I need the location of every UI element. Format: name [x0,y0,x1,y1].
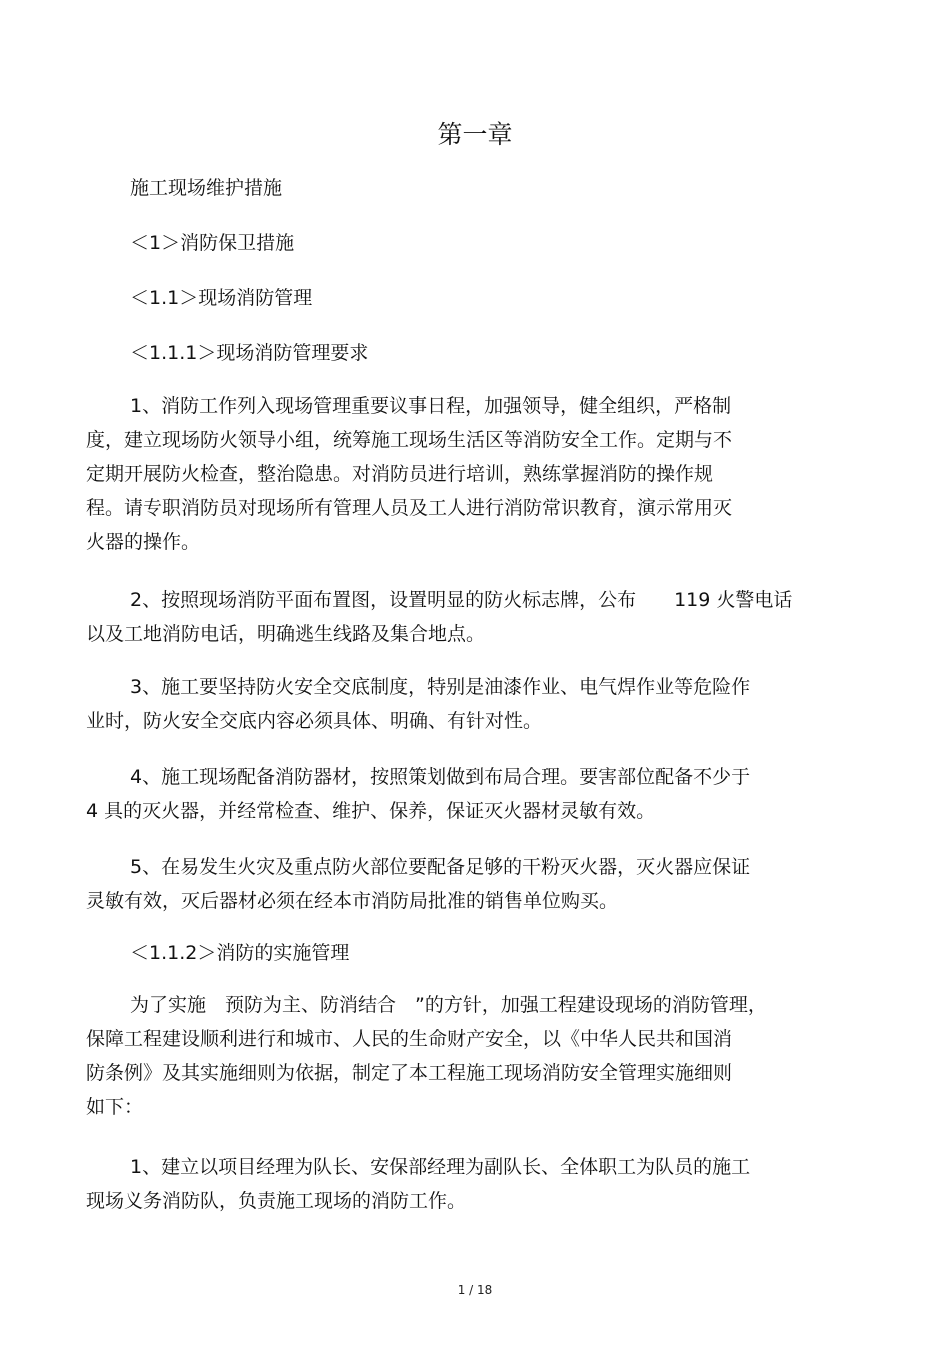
paragraph-line: 火器的操作。 [86,531,201,553]
paragraph-2 [86,583,866,651]
paragraph-3 [86,670,866,738]
paragraph-line: 以及工地消防电话，明确逃生线路及集合地点。 [86,623,486,645]
section-heading-fire-management: ＜1.1＞现场消防管理 [130,287,313,309]
paragraph-4 [86,760,866,828]
paragraph-line: 2、按照现场消防平面布置图，设置明显的防火标志牌，公布 119 火警电话 [130,589,793,611]
paragraph-line: 5、在易发生火灾及重点防火部位要配备足够的干粉灭火器，灭火器应保证 [130,856,751,878]
paragraph-line: 程。请专职消防员对现场所有管理人员及工人进行消防常识教育，演示常用灭 [86,497,733,519]
page-number: 1 / 18 [457,1283,493,1297]
paragraph-line: 灵敏有效，灭后器材必须在经本市消防局批准的销售单位购买。 [86,890,619,912]
chapter-title: 第一章 [437,120,513,149]
section-heading-fire-security: ＜1＞消防保卫措施 [130,232,295,254]
paragraph-line: 1、建立以项目经理为队长、安保部经理为副队长、全体职工为队员的施工 [130,1156,751,1178]
paragraph-line: 度，建立现场防火领导小组，统筹施工现场生活区等消防安全工作。定期与不 [86,429,733,451]
paragraph-line: 4 具的灭火器，并经常检查、维护、保养，保证灭火器材灵敏有效。 [86,800,656,822]
paragraph-line: 保障工程建设顺利进行和城市、人民的生命财产安全，以《中华人民共和国消 [86,1028,733,1050]
paragraph-line: 4、施工现场配备消防器材，按照策划做到布局合理。要害部位配备不少于 [130,766,751,788]
paragraph-line: 定期开展防火检查，整治隐患。对消防员进行培训，熟练掌握消防的操作规 [86,463,714,485]
paragraph-7 [86,1150,866,1218]
paragraph-line: 1、消防工作列入现场管理重要议事日程，加强领导，健全组织，严格制 [130,395,732,417]
paragraph-line: 如下： [86,1096,144,1118]
section-heading-implementation: ＜1.1.2＞消防的实施管理 [130,942,350,964]
paragraph-5 [86,850,866,918]
section-heading-site-measures: 施工现场维护措施 [130,177,283,199]
paragraph-1 [86,389,866,559]
paragraph-line: 现场义务消防队，负责施工现场的消防工作。 [86,1190,467,1212]
paragraph-6 [86,988,866,1124]
paragraph-line: 3、施工要坚持防火安全交底制度，特别是油漆作业、电气焊作业等危险作 [130,676,751,698]
paragraph-line: 为了实施 预防为主、防消结合 ”的方针，加强工程建设现场的消防管理， [130,994,767,1016]
paragraph-line: 业时，防火安全交底内容必须具体、明确、有针对性。 [86,710,543,732]
paragraph-line: 防条例》及其实施细则为依据，制定了本工程施工现场消防安全管理实施细则 [86,1062,733,1084]
section-heading-management-requirements: ＜1.1.1＞现场消防管理要求 [130,342,369,364]
